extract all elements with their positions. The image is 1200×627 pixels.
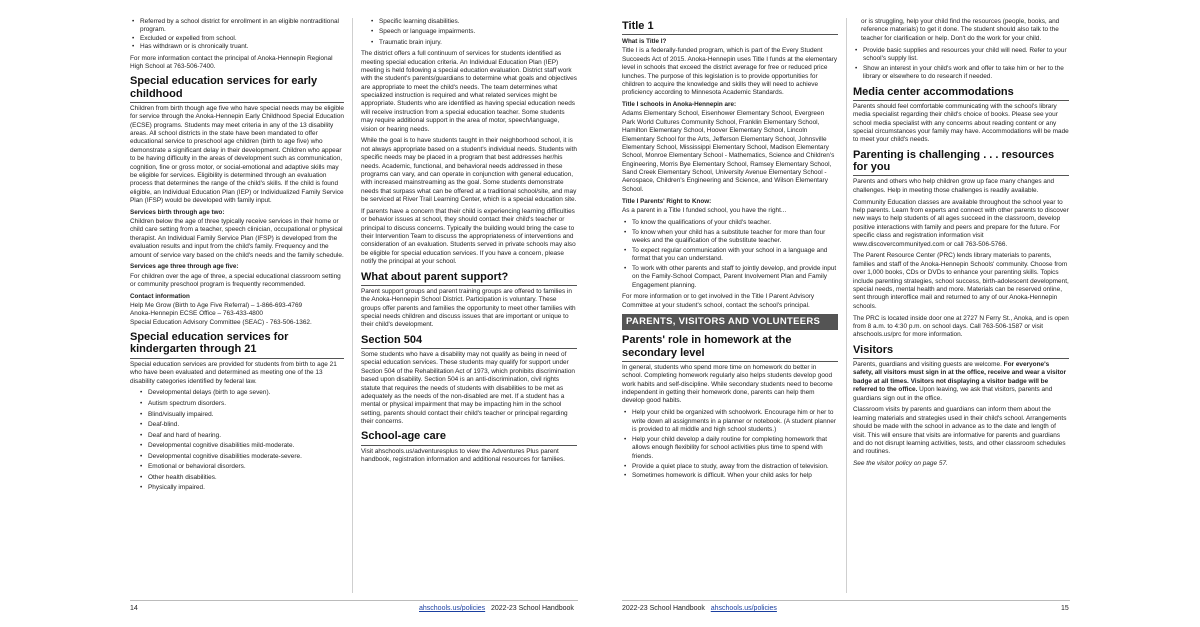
paragraph: In general, students who spend more time on homework do better in school. Completing homework regularly also helps students develop good work habits and self-discipline. While secondary students need to become independent in getting their homework done, parents can help them develop good habits. [622,363,833,405]
section-heading-parenting: Parenting is challenging . . . resources for you [853,149,1069,177]
page-number: 14 [130,605,138,612]
homework-tips-list [622,409,838,481]
list-item: • Excluded or expelled from school. [140,35,344,43]
page-number: 15 [1061,605,1069,612]
paragraph: As a parent in a Title I funded school, you have the right... [622,206,787,214]
list-item: • Autism spectrum disorders. [148,400,344,408]
list-item: • To expect regular communication with your school in a language and format that you can understand. [632,247,838,264]
section-heading-parent-support: What about parent support? [361,271,577,286]
section-heading-k-21: Special education services for kindergarten through 21 [130,331,344,359]
paragraph: Children below the age of three typically receive services in their home or child care setting from a teacher, speech clinician, occupational or physical therapist. An Individual Family Service Plan (IFSP) is developed from the evaluation results and input from the child's family. Frequency and the amount of service vary based on the child's needs and the family schedule. [130,218,344,259]
section-heading-media-center: Media center accommodations [853,86,1069,101]
subheading-right-to-know: Title I Parents' Right to Know: [622,197,712,205]
list-item: • Speech or language impairments. [379,28,577,36]
list-item: • Specific learning disabilities. [379,18,577,26]
section-band-parents-visitors: PARENTS, VISITORS AND VOLUNTEERS [622,314,838,330]
section-heading-title1: Title 1 [622,20,838,35]
paragraph: While the goal is to have students taught in their neighborhood school, it is not always appropriate based on a student's individual needs. Students with specific needs may be placed in a program that best addresses her/his needs. Academic, functional, and behavioral needs addressed in these programs can vary, and can operate in conjunction with general education, with increased mainstreaming as the goal. Some students demonstrate needs that surpass what can be offered at a traditional school/site, and may be serviced at River Trail Learning Center, which is a special education site. [361,137,577,203]
footer-rule [130,600,578,601]
list-item: • Sometimes homework is difficult. When your child asks for help [632,472,838,480]
subheading-contact: Contact information [130,292,190,300]
supplies-list [853,47,1069,82]
contact-line: Help Me Grow (Birth to Age Five Referral) – 1-866-693-4769 [130,302,303,310]
left-column-2 [361,18,577,468]
subheading-birth-two: Services birth through age two: [130,208,225,216]
paragraph: Community Education classes are available throughout the school year to help parents. Learn from experts and connect with other parents to discover new ways to help students of all ages succeed in the classroom, develop positive interactions with family and peers and prepare for the future. For specific class and registration information visit www.discovercommunityed.com or call 763-506-5766. [853,198,1069,248]
visitor-policy-note: See the visitor policy on page 57. [853,460,948,468]
list-item: • Help your child be organized with schoolwork. Encourage him or her to write down all assignments in a planner or notebook. (A student planner is provided to all middle and high school students.) [632,409,838,434]
handbook-label: 2022-23 School Handbook [491,605,574,612]
paragraph: Visit ahschools.us/adventuresplus to view the Adventures Plus parent handbook, registration information and additional resources for families. [361,447,565,464]
column-divider [352,18,353,593]
list-item: • Blind/visually impaired. [148,411,344,419]
list-item: • Provide a quiet place to study, away from the distraction of television. [632,463,838,471]
list-item: • Developmental cognitive disabilities mild-moderate. [148,442,344,450]
list-item: • To know the qualifications of your child's teacher. [632,219,838,227]
visitors-tail: Upon leaving, we ask that visitors, parents and guardians sign out in the office. [853,386,1053,402]
list-item: • Emotional or behavioral disorders. [148,463,344,471]
paragraph: or is struggling, help your child find the resources (people, books, and reference materials) to get it done. The student should also talk to the teacher for clarification or help. Don't do the work for your child. [861,18,1060,42]
paragraph: For more information or to get involved in the Title I Parent Advisory Committee at your student's school, contact the school's principal. [622,293,815,309]
list-item: • Deaf and hard of hearing. [148,432,344,440]
list-item: • Other health disabilities. [148,474,344,482]
bullets-top-list [130,18,344,52]
list-item: • Developmental cognitive disabilities moderate-severe. [148,453,344,461]
paragraph: The PRC is located inside door one at 2727 N Ferry St., Anoka, and is open from 8 a.m. to 4:30 p.m. on school days. Call 763-506-1587 or visit ahschools.us/prc for more information. [853,314,1069,339]
policies-link[interactable]: ahschools.us/policies [419,605,486,612]
visitors-bold-rule: For everyone's safety, all visitors must sign in at the office, receive and wear a visitor badge at all times. Visitors not displaying a visitor badge will be referred to the office. [853,361,1067,394]
paragraph: For children over the age of three, a special educational classroom setting or community preschool program is frequently recommended. [130,272,341,288]
list-item: • To know when your child has a substitute teacher for more than four weeks and the qualification of the substitute teacher. [632,229,838,246]
paragraph: Adams Elementary School, Eisenhower Elementary School, Evergreen Park World Cultures Community School, Franklin Elementary School, Hamilton Elementary School, Hoover Elementary School, Lincoln Elementary School for the Arts, Jefferson Elementary School, Johnsville Elementary School, Mississippi Elementary School, Madison Elementary School, Monroe Elementary School - Mathematics, Science and Children's Engineering, Morris Bye Elementary School, Ramsey Elementary School, Sand Creek Elementary School, University Avenue Elementary School - Aerospace, Children's Engineering and Science, and Wilson Elementary School. [622,110,835,193]
list-item: • Has withdrawn or is chronically truant. [140,43,344,51]
list-item: • Show an interest in your child's work and offer to take him or her to the library or elsewhere to do research if needed. [863,65,1069,82]
section-heading-visitors: Visitors [853,344,1069,359]
contact-line: Anoka-Hennepin ECSE Office – 763-433-4800 [130,310,264,318]
info-text: For more information contact the principal of Anoka-Hennepin Regional High School at 763-506-7400. [130,54,333,70]
column-divider [846,18,847,593]
right-column-1 [622,18,838,484]
paragraph: If parents have a concern that their child is experiencing learning difficulties or behavior issues at school, they should contact their child's teacher or principal to discuss concerns. Typically the building would bring the case to their Intervention Team to discuss the appropriateness of interventions and consideration of an evaluation. Students served in private schools may also be eligible for special education services. If you have a concern, please notify the principal at your school. [361,207,576,266]
paragraph: Title I is a federally-funded program, which is part of the Every Student Succeeds Act of 2015. Anoka-Hennepin uses Title I funds at the elementary level in schools that exceed the district average for free or reduced price lunches. The purpose of this legislation is to provide opportunities for children to acquire the knowledge and skills they will need to achieve proficiency according to Minnesota Academic Standards. [622,47,838,97]
footer-links [622,605,777,612]
bullets-top-list [361,18,577,47]
paragraph: Children from birth though age five who have special needs may be eligible for service through the Anoka-Hennepin Early Childhood Special Education (ECSE) programs. Students may meet criteria in any of the 13 disability areas. All school districts in the state have been mandated to offer educational service to preschool age children (birth to age five) who demonstrate a significant delay in their development. Children who appear to be having difficulty in the areas of development such as communication, cognition, fine or gross motor, or social-emotional and adaptive skills may be eligible for services. Eligibility is determined through an evaluation process that determines the range of the child's skills. If the child is found eligible, an Individual Education Plan (IEP) or Individualized Family Service Plan (IFSP) would be developed with family input. [130,104,344,204]
disability-list [130,389,344,492]
footer-rule [622,600,1070,601]
section-heading-homework-role: Parents' role in homework at the secondary level [622,334,838,362]
section-heading-school-age-care: School-age care [361,430,577,445]
list-item: • Traumatic brain injury. [379,39,577,47]
list-item: • Provide basic supplies and resources your child will need. Refer to your school's supply list. [863,47,1069,64]
paragraph: Parents and others who help children grow up face many changes and challenges. Help in meeting those challenges is readily available. [853,178,1055,194]
footer-links [419,605,574,612]
list-item: • Developmental delays (birth to age seven). [148,389,344,397]
paragraph: Parents should feel comfortable communicating with the school's library media specialist regarding their child's choice of books. Please see your school media specialist with any concerns about reading content or any special circumstances your family may have. Accommodations will be made to meet your child's needs. [853,102,1069,144]
list-item: • Deaf-blind. [148,421,344,429]
handbook-label: 2022-23 School Handbook [622,605,705,612]
right-page [600,0,1200,627]
visitors-lead: Parents, guardians and visiting guests are welcome. [853,361,1004,368]
contact-line: Special Education Advisory Committee (SEAC) - 763-506-1362. [130,318,312,326]
paragraph: Classroom visits by parents and guardians can inform them about the learning materials and strategies used in their child's school. Arrangements should be made with the school in advance as to the date and length of visit. This will ensure that visits are informative for parents and guardians and do not disrupt learning activities, tests, and other classroom schedules and routines. [853,406,1067,456]
rights-list [622,219,838,291]
paragraph: Parent support groups and parent training groups are offered to families in the Anoka-Hennepin School District. Participation is voluntary. These groups offer parents and families the opportunity to meet other families with special needs children and discuss issues that are important or unique to their child's development. [361,287,576,329]
paragraph: Special education services are provided for students from birth to age 21 who have been evaluated and determined as meeting one of the 13 disability categories identified by federal law. [130,360,337,385]
subheading-what-is-title1: What is Title I? [622,38,667,46]
left-page [0,0,590,627]
list-item: • To work with other parents and staff to jointly develop, and provide input on the Family-School Compact, Parent Involvement Plan and Family Engagement planning. [632,265,838,290]
subheading-three-five: Services age three through age five: [130,263,239,271]
subheading-title1-schools: Title I schools in Anoka-Hennepin are: [622,101,737,109]
visitors-paragraph [853,361,1069,403]
list-item: • Referred by a school district for enrollment in an eligible nontraditional program. [140,18,344,35]
list-item: • Help your child develop a daily routine for completing homework that allows enough flexibility for school activities plus time to spend with friends. [632,436,838,461]
policies-link[interactable]: ahschools.us/policies [710,605,777,612]
section-heading-504: Section 504 [361,334,577,349]
left-column-1 [130,18,344,496]
paragraph: Some students who have a disability may not qualify as being in need of special education services. These students may qualify for support under Section 504 of the Rehabilitation Act of 1973, which prohibits discrimination based upon disability. Section 504 is an anti-discrimination, civil rights statute that requires the needs of students with disabilities to be met as adequately as the needs of the non-disabled are met. If a student has a mental or physical impairment that may be impacting him in the school setting, parents should contact their child's teacher or principal regarding their concerns. [361,351,575,425]
paragraph: The district offers a full continuum of services for students identified as meeting special education criteria. An Individual Education Plan (IEP) meeting is held following a special education evaluation. District staff work with the student's parents/guardians to determine what goals and objectives are appropriate to meet the child's needs. The team determines what specialized instruction is required and what related services might be appropriate. Students who are identified as having special education needs will receive instruction from a special education teacher. Some students may require additional support in the area of motor, speech/language, vision or hearing needs. [361,50,577,133]
list-item: • Physically impaired. [148,484,344,492]
contact-block [130,302,344,327]
section-heading-early-childhood: Special education services for early childhood [130,75,344,103]
paragraph: The Parent Resource Center (PRC) lends library materials to parents, families and staff of the Anoka-Hennepin Schools' community. Choose from over 1,000 books, CDs or DVDs to enhance your parenting skills. Topics include parenting strategies, school success, birth-adolescent development, special needs, mental health and more. Materials can be reserved online, sent through interoffice mail and returned to any of our Anoka-Hennepin schools. [853,252,1069,310]
right-column-2 [853,18,1069,472]
